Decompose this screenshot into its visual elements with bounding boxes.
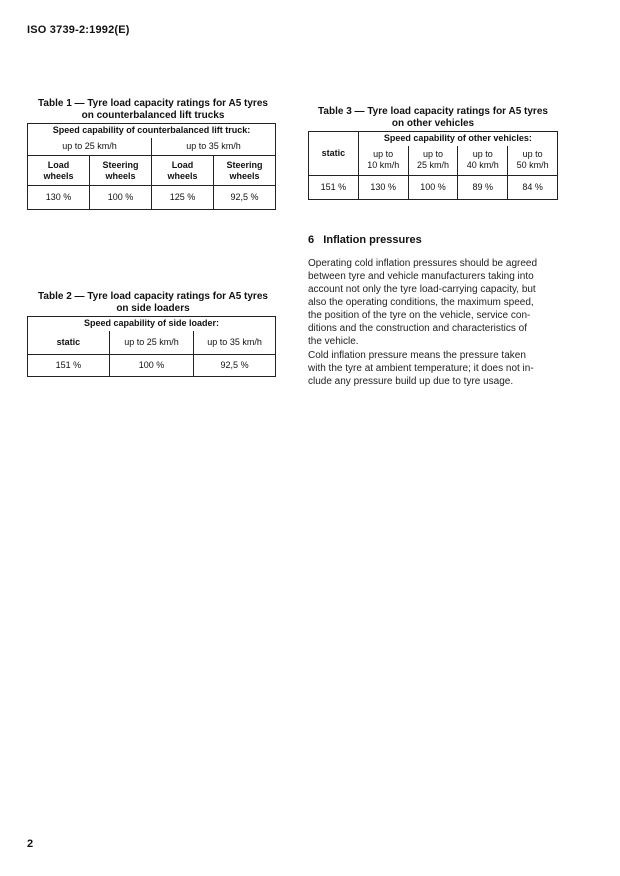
table3-col-speed: up to 25 km/h: [408, 146, 458, 176]
table1-caption: [27, 98, 279, 122]
table3-caption-line2: on other vehicles: [391, 118, 475, 129]
table2-group-header: Speed capability of side loader:: [28, 317, 276, 331]
table1-col-load-b: Load wheels: [152, 156, 214, 186]
table2-caption: [27, 291, 279, 315]
table3-col-static: static: [309, 132, 359, 176]
table1-speed-b: up to 35 km/h: [152, 138, 276, 156]
table2-col-static: static: [28, 331, 110, 355]
page-number: 2: [27, 838, 34, 850]
table3-value: 130 %: [358, 176, 408, 200]
paragraph-line: the position of the tyre on the vehicle, service con-: [308, 310, 531, 321]
paragraph-line: with the tyre at ambient temperature; it does not in-: [308, 363, 534, 374]
table3-value: 89 %: [458, 176, 508, 200]
paragraph-line: also the operating conditions, the maximum speed,: [308, 297, 534, 308]
table1-group-header: Speed capability of counterbalanced lift truck:: [28, 124, 276, 138]
document-id: ISO 3739-2:1992(E): [27, 24, 130, 36]
section-paragraph-1: [308, 257, 560, 348]
table1-caption-line1: Table 1 — Tyre load capacity ratings for A5 tyres: [38, 98, 268, 109]
table2-caption-line1: Table 2 — Tyre load capacity ratings for A5 tyres: [38, 291, 268, 302]
table2-value: 100 %: [109, 355, 193, 377]
table2: [27, 316, 276, 377]
table3-value: 100 %: [408, 176, 458, 200]
table3-group-header: Speed capability of other vehicles:: [358, 132, 557, 146]
table3-caption: [307, 106, 559, 130]
table3-value: 84 %: [508, 176, 558, 200]
paragraph-line: clude any pressure build up due to tyre usage.: [308, 376, 514, 387]
table1-value: 100 %: [90, 186, 152, 210]
table3-caption-line1: Table 3 — Tyre load capacity ratings for A5 tyres: [318, 106, 548, 117]
table2-value: 92,5 %: [194, 355, 276, 377]
table3: [308, 131, 558, 200]
table1-col-load-a: Load wheels: [28, 156, 90, 186]
table1-col-steering-b: Steering wheels: [214, 156, 276, 186]
table2-col-speed-b: up to 35 km/h: [194, 331, 276, 355]
table3-col-speed: up to 40 km/h: [458, 146, 508, 176]
table1-value: 125 %: [152, 186, 214, 210]
paragraph-line: account not only the tyre load-carrying capacity, but: [308, 284, 536, 295]
table2-value: 151 %: [28, 355, 110, 377]
paragraph-line: between tyre and vehicle manufacturers taking into: [308, 271, 534, 282]
paragraph-line: Cold inflation pressure means the pressure taken: [308, 350, 526, 361]
table1-value: 130 %: [28, 186, 90, 210]
paragraph-line: ditions and the construction and characteristics of: [308, 323, 528, 334]
paragraph-line: the vehicle.: [308, 336, 359, 347]
table2-col-speed-a: up to 25 km/h: [109, 331, 193, 355]
table3-col-speed: up to 50 km/h: [508, 146, 558, 176]
table1-col-steering-a: Steering wheels: [90, 156, 152, 186]
table1-speed-a: up to 25 km/h: [28, 138, 152, 156]
table2-caption-line2: on side loaders: [116, 303, 190, 314]
section-heading: [308, 234, 422, 246]
section-title: Inflation pressures: [323, 234, 422, 246]
table3-value: 151 %: [309, 176, 359, 200]
section-number: 6: [308, 234, 315, 246]
paragraph-line: Operating cold inflation pressures should be agreed: [308, 258, 538, 269]
table3-col-speed: up to 10 km/h: [358, 146, 408, 176]
table1-value: 92,5 %: [214, 186, 276, 210]
table1-caption-line2: on counterbalanced lift trucks: [81, 110, 225, 121]
table1: [27, 123, 276, 210]
section-paragraph-2: [308, 349, 560, 388]
